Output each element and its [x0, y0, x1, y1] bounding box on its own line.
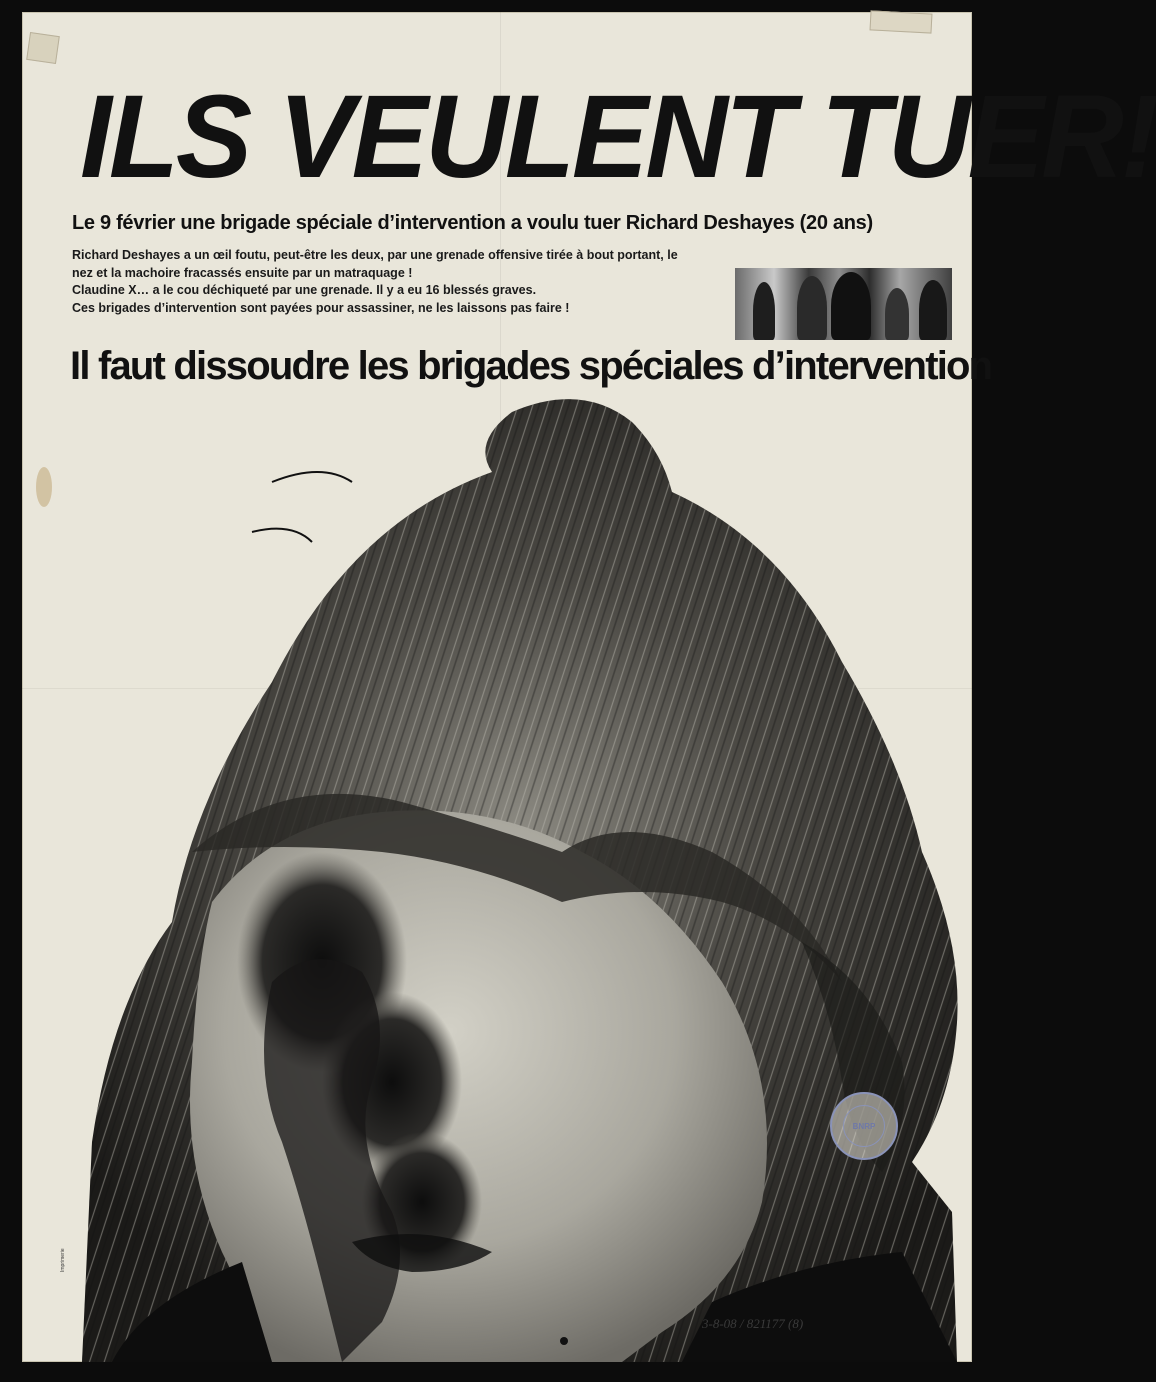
archive-handwritten-note: 3-8-08 / 821177 (8): [702, 1316, 804, 1331]
printer-imprint: Imprimerie: [60, 1248, 66, 1272]
body-line: Richard Deshayes a un œil foutu, peut-être les deux, par une grenade offensive tirée à bout portant, le: [72, 248, 678, 262]
torn-corner: [870, 10, 933, 33]
torn-corner: [26, 32, 60, 64]
body-line: Ces brigades d’intervention sont payées pour assassiner, ne les laissons pas faire !: [72, 300, 570, 315]
body-line: Claudine X… a le cou déchiqueté par une grenade. Il y a eu 16 blessés graves.: [72, 283, 537, 297]
archive-stamp-icon: [830, 1092, 898, 1160]
poster-headline: ILS VEULENT TUER!: [80, 71, 1156, 203]
poster-sheet: [22, 12, 1156, 1362]
poster-subheadline: Le 9 février une brigade spéciale d’intervention a voulu tuer Richard Deshayes (20 ans): [72, 212, 873, 234]
injured-face-photo-icon: [22, 382, 972, 1362]
poster-slogan: Il faut dissoudre les brigades spéciales d’intervention: [70, 344, 992, 388]
stamp-label: BNRP: [843, 1105, 885, 1147]
pin-hole: [560, 1337, 568, 1345]
crowd-photo-icon: [735, 268, 952, 340]
body-line: nez et la machoire fracassés ensuite par un matraquage !: [72, 265, 413, 280]
